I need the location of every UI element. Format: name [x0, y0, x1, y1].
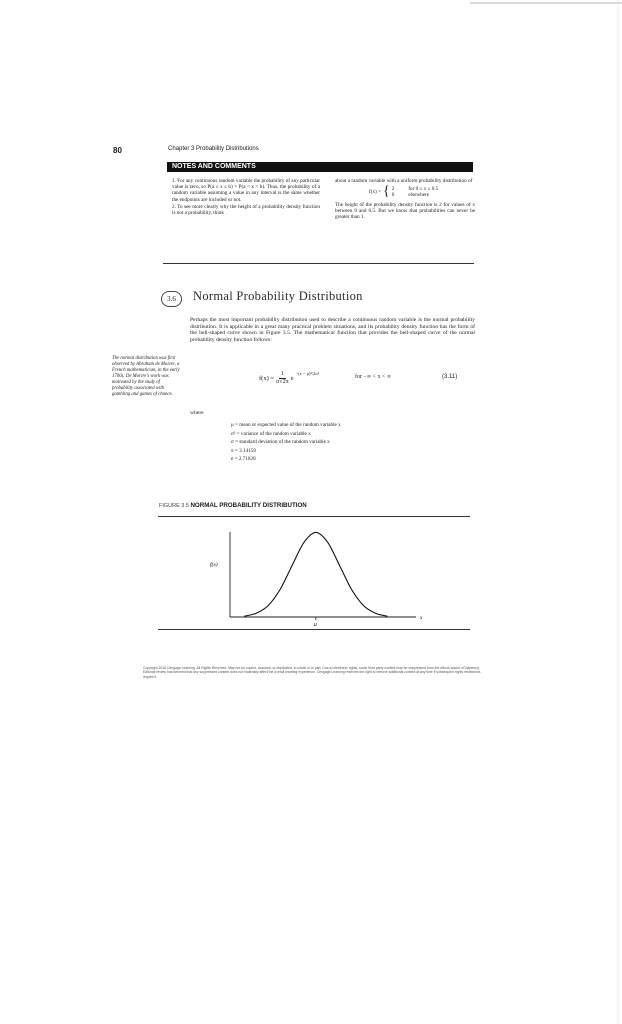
definition-mu: μ = mean or expected value of the random variable x — [231, 422, 341, 428]
equation-number: (3.11) — [442, 374, 458, 380]
notes-and-comments-bar: NOTES AND COMMENTS — [167, 162, 473, 172]
equation-domain: for −∞ < x < ∞ — [355, 374, 392, 380]
note-item-2: 2. To see more clearly why the height of a probability density function is not a probability, think — [172, 203, 320, 217]
equation-numerator: 1 — [280, 371, 284, 377]
normal-distribution-chart — [200, 522, 430, 626]
brace-symbol: { — [383, 184, 390, 200]
notes-right-column — [335, 178, 475, 221]
copyright-footer: Copyright 2016 Cengage Learning. All Rights Reserved. May not be copied, scanned, or duplicated, in whole or in part. Due to electronic rights, some third party content may be suppressed from the eBook and/or eChapter(s). Editorial review has deemed that any suppressed content does not materially affect the overall learning experience. Cengage Learning reserves the right to remove additional content at any time if subsequent rights restrictions require it. — [143, 666, 481, 679]
section-title: Normal Probability Distribution — [193, 289, 363, 303]
y-axis-label: f(x) — [210, 562, 218, 568]
equation-base: e — [290, 375, 294, 382]
where-label: where — [190, 410, 204, 416]
bell-curve-line — [244, 532, 387, 616]
section-body-paragraph: Perhaps the most important probability distribution used to describe a continuous random variable is the normal probability distribution. It is applicable in a great many practical problem situations, and its probability density function has the form of the bell-shaped curve shown in Figure 3.5. The mathematical function that provides the bell-shaped curve of the normal probability density function follows: — [190, 317, 475, 344]
figure-title: NORMAL PROBABILITY DISTRIBUTION — [190, 502, 307, 509]
notes-divider — [163, 263, 474, 264]
figure-label: FIGURE 3.5 — [159, 503, 189, 509]
figure-rule-bottom — [158, 629, 470, 630]
page-number: 80 — [113, 146, 122, 155]
definitions-list — [231, 421, 341, 464]
mean-label: μ — [313, 622, 317, 626]
section-number-badge: 3.6 — [161, 291, 182, 307]
definition-variance: σ² = variance of the random variable x — [231, 430, 311, 437]
equation-exponent: −(x − μ)²/2σ² — [295, 371, 320, 376]
definition-sigma: σ = standard deviation of the random variable x — [231, 439, 330, 446]
notes-left-column — [172, 178, 320, 217]
equation-fraction — [276, 371, 289, 386]
uniform-pdf-piecewise — [335, 186, 475, 198]
note-right-outro: The height of the probability density function is 2 for values of x between 0 and 0.5. But we know that probabilities can never be greater than 1. — [335, 201, 475, 221]
note-right-intro: about a random variable with a uniform probability distribution of — [335, 178, 473, 184]
piecewise-value-1: 2 — [391, 186, 395, 193]
note-item-1: 1. For any continuous random variable the probability of any particular value is zero, so P(a ≤ x ≤ b) = P(a < x < b). Thus, the probability of a random variable assuming a value in any interval is the same whether the endpoints are included or not. — [172, 178, 320, 203]
piecewise-value-2: 0 — [391, 192, 395, 199]
piecewise-lhs: f(x) = — [369, 189, 381, 196]
running-head: Chapter 3 Probability Distributions — [168, 146, 259, 152]
definition-pi: π = 3.14159 — [231, 447, 256, 454]
figure-caption — [159, 502, 307, 509]
normal-pdf-equation — [259, 371, 319, 386]
figure-rule-top — [158, 516, 470, 517]
margin-note: The normal distribution was first observed by Abraham de Moivre, a French mathematician, in the early 1700s. De Moivre's work was motivated by the study of probability associated with gambling and games of chance. — [112, 356, 180, 397]
equation-denominator: σ√2π — [276, 379, 289, 385]
equation-lhs: f(x) = — [259, 375, 275, 382]
piecewise-condition-2: elsewhere — [408, 192, 430, 199]
definition-e: e = 2.71828 — [231, 456, 256, 463]
x-axis-label: x — [420, 615, 423, 621]
piecewise-condition-1: for 0 ≤ x ≤ 0.5 — [408, 186, 439, 193]
